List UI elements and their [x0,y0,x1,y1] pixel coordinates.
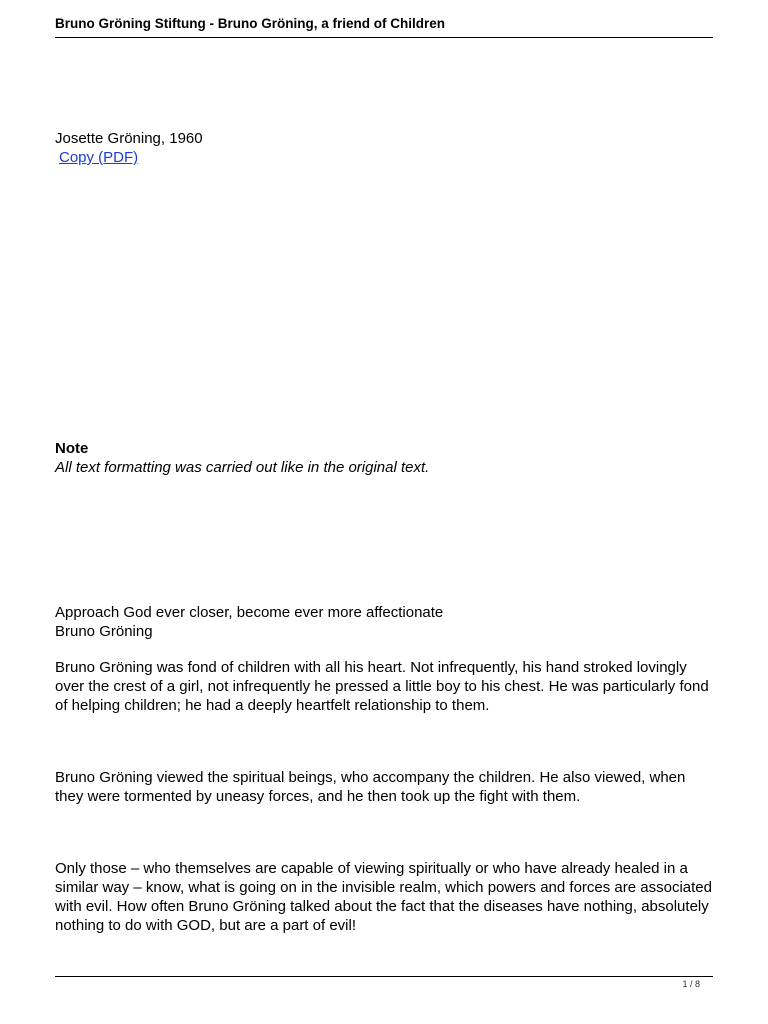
quote-line: Approach God ever closer, become ever more affectionate [55,604,444,621]
paragraph-3: Only those – who themselves are capable of viewing spiritually or who have already healed in a similar way – know, what is going on in the invisible realm, which powers and forces are associated with evil. How often Bruno Gröning talked about the fact that the diseases have nothing, absolutely nothing to do with GOD, but are a part of evil! [55,860,712,934]
paragraph-1: Bruno Gröning was fond of children with all his heart. Not infrequently, his hand stroked lovingly over the crest of a girl, not infrequently he pressed a little boy to his chest. He was particularly fond of helping children; he had a deeply heartfelt relationship to them. [55,659,709,714]
copy-pdf-link[interactable]: Copy (PDF) [59,149,139,166]
footer-divider [55,976,713,977]
author-line: Josette Gröning, 1960 [55,130,203,147]
page-header [55,15,713,38]
quote-attribution: Bruno Gröning [55,623,153,640]
note-heading: Note [55,440,89,457]
note-text: All text formatting was carried out like in the original text. [55,459,430,476]
page-number: 1 / 8 [682,979,700,989]
document-title: Bruno Gröning Stiftung - Bruno Gröning, a friend of Children [55,16,445,31]
paragraph-2: Bruno Gröning viewed the spiritual beings, who accompany the children. He also viewed, when they were tormented by uneasy forces, and he then took up the fight with them. [55,769,686,805]
